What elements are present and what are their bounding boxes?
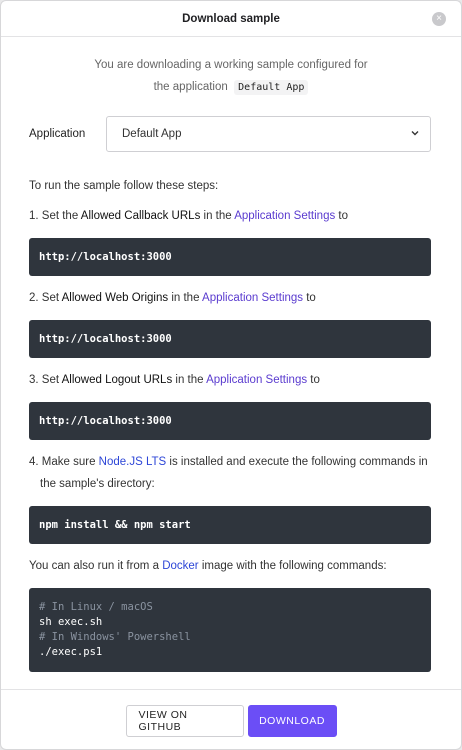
step-3-prefix: 3. Set <box>29 374 62 386</box>
step-2-prefix: 2. Set <box>29 292 62 304</box>
docker-code-line: # In Linux / macOS <box>39 601 153 613</box>
step-3-bold: Allowed Logout URLs <box>61 374 173 386</box>
step-1-bold: Allowed Callback URLs <box>80 210 201 222</box>
step-1-text <box>29 205 431 227</box>
application-select[interactable] <box>106 116 431 152</box>
docker-prefix: You can also run it from a <box>29 560 163 572</box>
intro-line-2 <box>1 76 461 99</box>
intro-app-code: Default App <box>234 80 308 95</box>
chevron-down-icon <box>410 128 420 141</box>
dialog-title: Download sample <box>182 12 280 25</box>
docker-link[interactable]: Docker <box>162 560 199 572</box>
step-2-code: http://localhost:3000 <box>29 320 431 358</box>
step-2-text <box>29 287 431 309</box>
step-3-code: http://localhost:3000 <box>29 402 431 440</box>
download-button[interactable]: DOWNLOAD <box>248 705 337 737</box>
docker-text <box>29 555 431 577</box>
instructions <box>29 175 431 672</box>
step-4-suffix: is installed and execute the following commands in <box>166 456 428 468</box>
intro-line-1: You are downloading a working sample configured for <box>94 59 368 71</box>
view-on-github-button[interactable]: VIEW ON GITHUB <box>126 705 244 737</box>
step-1-code: http://localhost:3000 <box>29 238 431 276</box>
docker-code-block <box>29 588 431 672</box>
step-4-text <box>29 451 431 495</box>
application-selected-value: Default App <box>122 128 182 140</box>
docker-suffix: image with the following commands: <box>198 560 387 572</box>
step-3-suffix: to <box>307 374 320 386</box>
step-2-bold: Allowed Web Origins <box>61 292 169 304</box>
dialog-footer <box>1 689 461 750</box>
nodejs-lts-link[interactable]: Node.JS LTS <box>98 456 167 468</box>
docker-code-line: ./exec.ps1 <box>39 646 103 658</box>
application-label: Application <box>29 128 86 140</box>
application-row <box>29 115 431 153</box>
application-settings-link-2[interactable]: Application Settings <box>202 292 304 304</box>
close-icon[interactable]: × <box>432 12 446 26</box>
step-4-code: npm install && npm start <box>29 506 431 544</box>
dialog-header <box>1 1 461 37</box>
steps-intro: To run the sample follow these steps: <box>29 180 219 192</box>
step-1-suffix: to <box>335 210 349 222</box>
docker-code-line: # In Windows' Powershell <box>39 631 191 643</box>
step-1-middle: in the <box>200 210 235 222</box>
step-4-prefix: 4. Make sure <box>29 456 99 468</box>
intro-text <box>1 54 461 99</box>
step-1-prefix: 1. Set the <box>29 210 81 222</box>
docker-code-line: sh exec.sh <box>39 616 103 628</box>
application-settings-link-3[interactable]: Application Settings <box>206 374 308 386</box>
step-3-middle: in the <box>172 374 207 386</box>
intro-line-2-prefix: the application <box>153 81 228 93</box>
step-3-text <box>29 369 431 391</box>
application-settings-link-1[interactable]: Application Settings <box>234 210 336 222</box>
step-2-suffix: to <box>303 292 316 304</box>
step-4-line-2: the sample's directory: <box>40 478 155 490</box>
step-2-middle: in the <box>168 292 203 304</box>
